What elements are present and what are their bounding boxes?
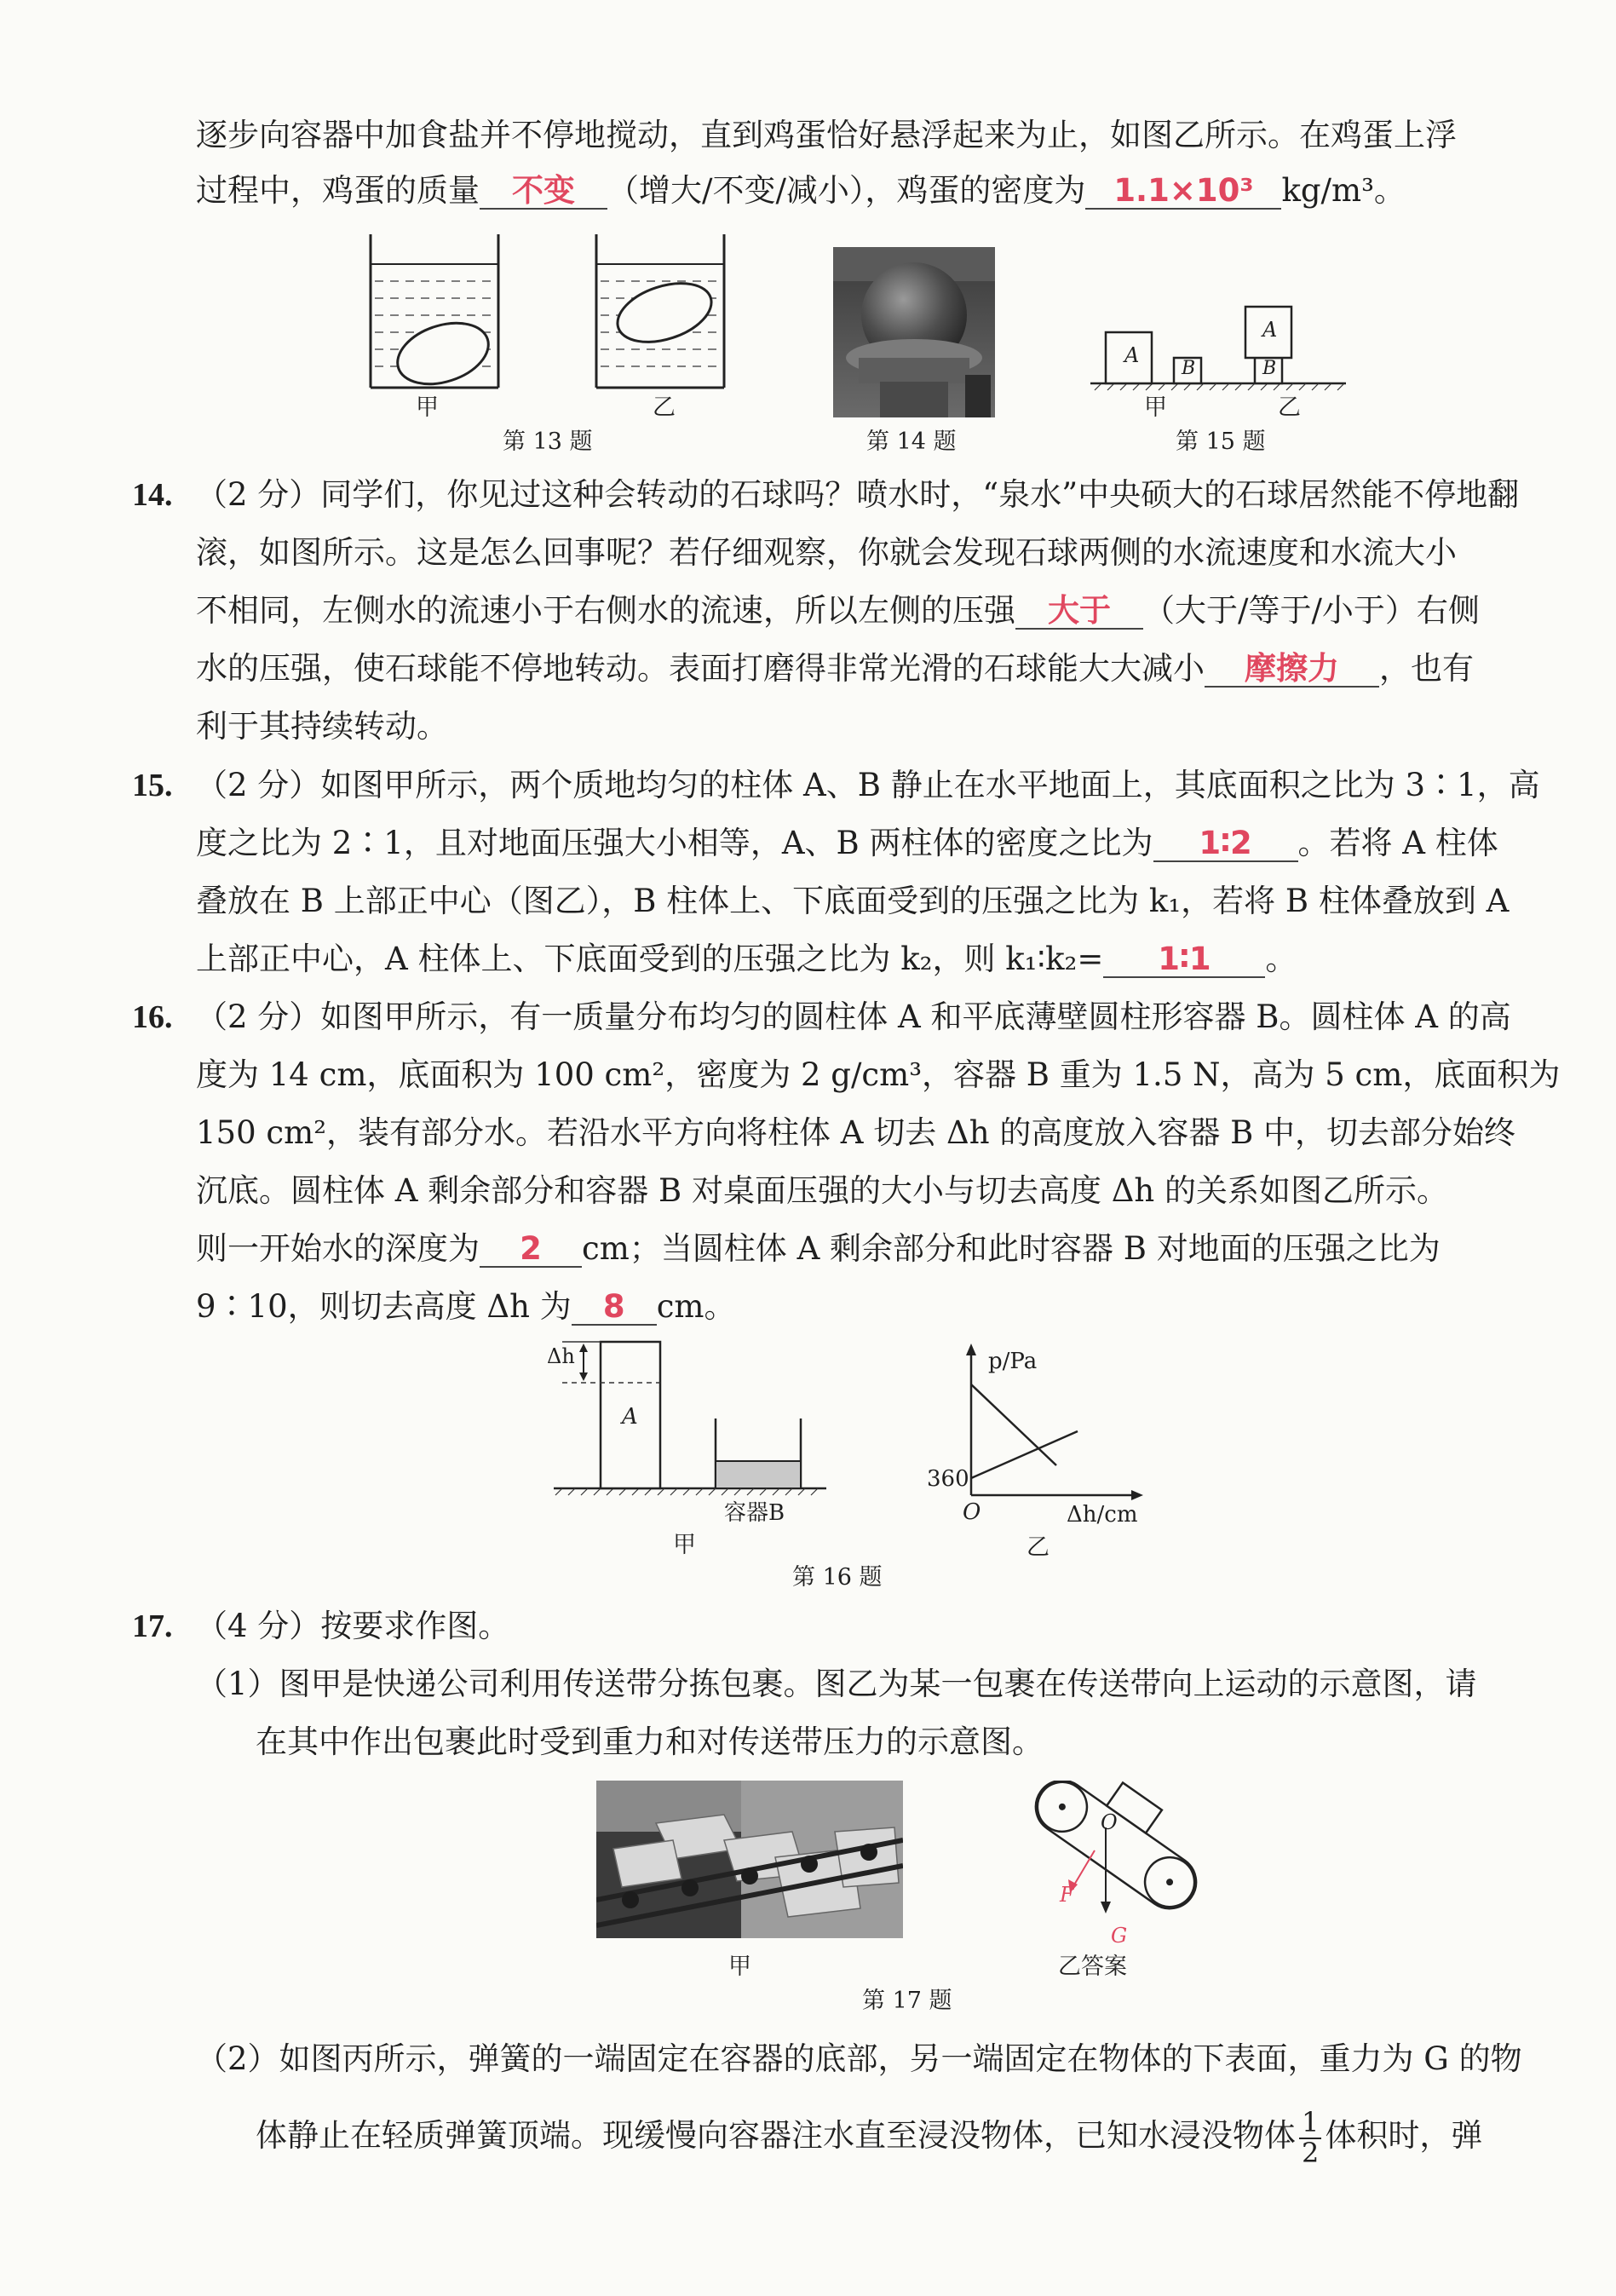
fig16-origin-label: O (963, 1499, 981, 1525)
figure-16-jia (545, 1333, 835, 1504)
q16-line5-b: cm；当圆柱体 A 剩余部分和此时容器 B 对地面的压强之比为 (582, 1230, 1441, 1267)
q14-number: 14. (132, 477, 173, 513)
q14-answer-pressure: 大于 (1015, 595, 1143, 630)
figure-14-stone-ball-photo (833, 247, 995, 417)
q14-line4-b: ，也有 (1379, 650, 1474, 687)
beaker-jia (371, 234, 498, 394)
q16-line1: （2 分）如图甲所示，有一质量分布均匀的圆柱体 A 和平底薄壁圆柱形容器 B。圆柱体 A 的高 (196, 998, 1511, 1035)
q15-line4-b: 。 (1265, 941, 1297, 977)
pulley-top (1028, 1781, 1097, 1841)
q16-line4: 沉底。圆柱体 A 剩余部分和容器 B 对桌面压强的大小与切去高度 Δh 的关系如图乙所示。 (196, 1172, 1449, 1209)
q15-number: 15. (132, 768, 173, 803)
q13-answer-density: 1.1×10³ (1085, 175, 1281, 210)
q14-line5: 利于其持续转动。 (196, 708, 448, 745)
q17-part2-line1: （2）如图丙所示，弹簧的一端固定在容器的底部，另一端固定在物体的下表面，重力为 G 的物 (196, 2040, 1522, 2077)
q15-line1: （2 分）如图甲所示，两个质地均匀的柱体 A、B 静止在水平地面上，其底面积之比为 3∶1，高 (196, 767, 1540, 803)
q15-line2-b: 。若将 A 柱体 (1297, 825, 1498, 861)
beaker-yi (596, 234, 724, 388)
q17-part2-line2 (256, 2106, 1483, 2169)
q15-line4 (196, 943, 1297, 978)
fig15-block-b-yi-label: B (1262, 358, 1277, 379)
fig15-block-a-yi-label: A (1262, 318, 1278, 342)
figure-17-conveyor-photo (596, 1781, 903, 1938)
fig13-label-jia: 甲 (416, 394, 439, 421)
q13-text-a: 过程中，鸡蛋的质量 (196, 172, 480, 209)
fraction-denominator: 2 (1302, 2136, 1320, 2169)
fig13-caption: 第 13 题 (503, 429, 593, 455)
fig16-label-jia: 甲 (673, 1532, 696, 1558)
q17-part1-line2: 在其中作出包裹此时受到重力和对传送带压力的示意图。 (256, 1723, 1044, 1760)
q16-number: 16. (132, 999, 173, 1035)
q16-line2: 度为 14 cm，底面积为 100 cm²，密度为 2 g/cm³，容器 B 重为 1.5 N，高为 5 cm，底面积为 (196, 1056, 1561, 1093)
q16-line5-a: 则一开始水的深度为 (196, 1230, 480, 1267)
q14-line4 (196, 650, 1474, 688)
q14-line3-a: 不相同，左侧水的流速小于右侧水的流速，所以左侧的压强 (196, 592, 1015, 629)
fig16-label-yi: 乙 (1027, 1534, 1050, 1561)
q16-answer-cut-height: 8 (572, 1291, 657, 1326)
fig16-dh-label: Δh (547, 1344, 575, 1368)
q16-line5 (196, 1230, 1441, 1268)
fig16-p-axis-label: p/Pa (988, 1349, 1038, 1374)
q17-number: 17. (132, 1608, 173, 1644)
q13-text-line2 (196, 172, 1406, 210)
fig13-label-yi: 乙 (653, 394, 676, 421)
fig17-o-label: O (1101, 1810, 1118, 1834)
q16-answer-depth: 2 (480, 1233, 582, 1268)
line-cylinder-a (971, 1384, 1056, 1465)
fig17-label-yi: 乙答案 (1058, 1954, 1127, 1980)
q13-text-line1: 逐步向容器中加食盐并不停地搅动，直到鸡蛋恰好悬浮起来为止，如图乙所示。在鸡蛋上浮 (196, 117, 1457, 153)
q14-answer-friction: 摩擦力 (1205, 653, 1379, 688)
q16-line6-a: 9∶10，则切去高度 Δh 为 (196, 1288, 572, 1325)
q15-line2 (196, 827, 1498, 862)
q16-line6 (196, 1288, 736, 1326)
q15-line3: 叠放在 B 上部正中心（图乙），B 柱体上、下底面受到的压强之比为 k₁，若将 B 柱体叠放到 A (196, 883, 1510, 919)
fig15-caption: 第 15 题 (1176, 429, 1266, 455)
line-container-b (971, 1431, 1078, 1478)
pressure-arrow (1073, 1850, 1095, 1886)
fig17-caption: 第 17 题 (862, 1988, 952, 2014)
fig15-label-jia: 甲 (1144, 394, 1167, 421)
q17-line1: （4 分）按要求作图。 (196, 1608, 510, 1644)
q14-line2: 滚，如图所示。这是怎么回事呢？若仔细观察，你就会发现石球两侧的水流速度和水流大小 (196, 534, 1457, 571)
q17-part1-line1: （1）图甲是快递公司利用传送带分拣包裹。图乙为某一包裹在传送带向上运动的示意图，请 (196, 1666, 1477, 1702)
q17-part2-line2-a: 体静止在轻质弹簧顶端。现缓慢向容器注水直至浸没物体，已知水浸没物体 (256, 2117, 1296, 2155)
figure-13-beakers (358, 234, 733, 430)
q16-line3: 150 cm²，装有部分水。若沿水平方向将柱体 A 切去 Δh 的高度放入容器 B 中，切去部分始终 (196, 1114, 1516, 1151)
q14-line1: （2 分）同学们，你见过这种会转动的石球吗？喷水时，“泉水”中央硕大的石球居然能不停地翻 (196, 476, 1520, 513)
q14-line4-a: 水的压强，使石球能不停地转动。表面打磨得非常光滑的石球能大大减小 (196, 650, 1205, 687)
q13-text-c: kg/m³。 (1281, 172, 1406, 209)
fig17-label-jia: 甲 (728, 1954, 751, 1980)
q14-line3 (196, 592, 1480, 630)
fig16-caption: 第 16 题 (792, 1564, 883, 1591)
q13-answer-mass: 不变 (480, 175, 607, 210)
fig17-f-label: F (1060, 1883, 1074, 1907)
q13-text-b: （增大/不变/减小），鸡蛋的密度为 (607, 172, 1086, 209)
q16-line6-b: cm。 (656, 1288, 736, 1325)
q15-line4-a: 上部正中心，A 柱体上、下底面受到的压强之比为 k₂，则 k₁∶k₂= (196, 941, 1104, 977)
fraction-numerator: 1 (1299, 2109, 1321, 2139)
fig16-dh-axis-label: Δh/cm (1067, 1502, 1138, 1528)
fraction-half (1299, 2106, 1321, 2169)
fig16-360-label: 360 (927, 1466, 969, 1492)
q15-line2-a: 度之比为 2∶1，且对地面压强大小相等，A、B 两柱体的密度之比为 (196, 825, 1153, 861)
fig15-block-a-label: A (1124, 343, 1140, 367)
q15-answer-density-ratio: 1∶2 (1153, 827, 1298, 862)
fig15-block-b-label: B (1182, 358, 1196, 379)
q17-part2-line2-b: 体积时，弹 (1325, 2117, 1483, 2155)
fig16-container-label: 容器B (724, 1500, 785, 1526)
fig16-a-label: A (622, 1404, 638, 1430)
q15-answer-k-ratio: 1∶1 (1103, 943, 1265, 978)
q14-line3-b: （大于/等于/小于）右侧 (1143, 592, 1480, 629)
container-b (716, 1418, 801, 1488)
fig17-g-label: G (1111, 1924, 1128, 1948)
fig14-caption: 第 14 题 (866, 429, 957, 455)
fig15-label-yi: 乙 (1278, 394, 1301, 421)
